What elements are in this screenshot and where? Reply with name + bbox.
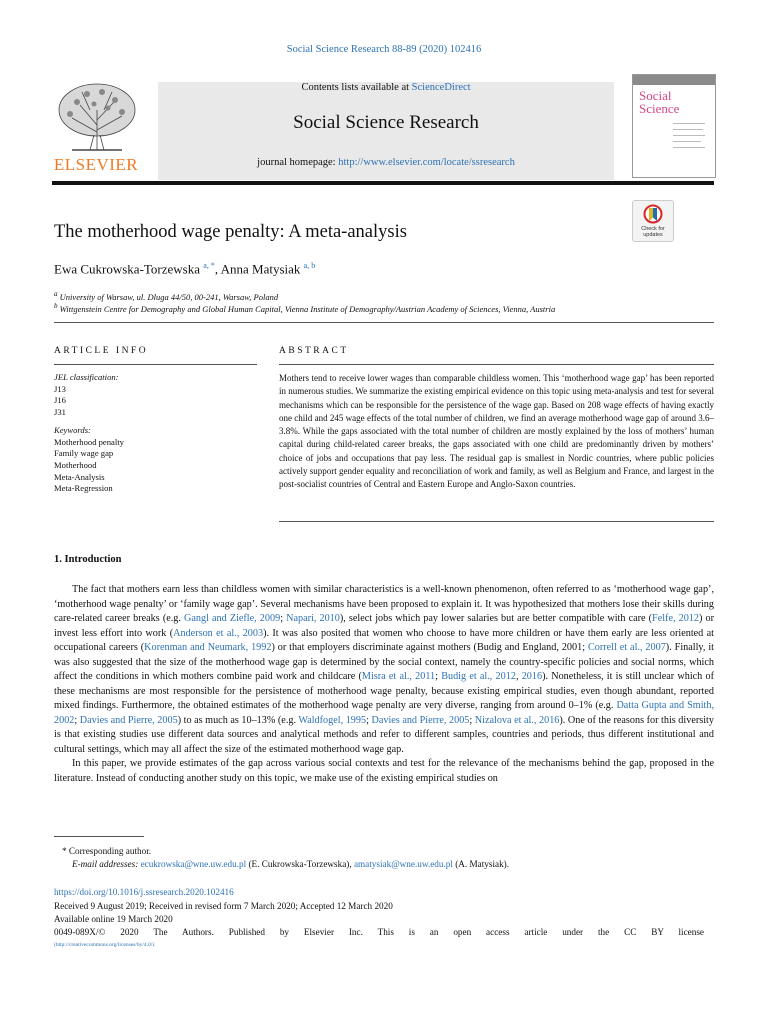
keyword: Meta-Regression	[54, 483, 113, 494]
journal-reference[interactable]: Social Science Research 88-89 (2020) 102416	[286, 44, 482, 55]
corresponding-author-note: * Corresponding author.	[62, 846, 152, 856]
article-info-heading: ARTICLE INFO	[54, 346, 149, 356]
contents-line	[158, 82, 614, 93]
abstract-rule	[279, 364, 714, 365]
citation-link[interactable]: Waldfogel, 1995	[298, 714, 367, 726]
article-info-column	[54, 372, 254, 495]
bookmark-icon	[643, 204, 663, 226]
license-url-link[interactable]: (http://creativecommons.org/licenses/by/4.0/).	[54, 942, 156, 948]
text-run: ) or invest less effort into work (	[54, 613, 714, 639]
cover-line	[673, 147, 705, 148]
jel-code: J13	[54, 383, 66, 394]
text-run: ;	[74, 714, 80, 726]
journal-homepage-line	[158, 157, 614, 168]
affiliation-b	[54, 302, 555, 314]
elsevier-logo-text: ELSEVIER	[53, 155, 139, 174]
text-run: ;	[280, 613, 287, 624]
text-run: ). Nonetheless, it is still unclear which of these mechanisms are most responsible for the persistence of motherhood wage penalty, because existing empirical studies, even though abundant, reported mixed findings. Furthermore, the obtained estimates of the motherhood wage penalty are very diverse, ranging from around 0–1% (e.g.	[54, 671, 714, 711]
affiliation-mark: b	[54, 302, 58, 310]
citation-link[interactable]: Korenman and Neumark, 1992	[144, 642, 272, 653]
text-run: ;	[435, 671, 442, 682]
affiliation-mark: a	[54, 290, 58, 298]
journal-title: Social Science Research	[293, 112, 479, 133]
email-addresses	[72, 859, 509, 869]
cover-title: Social Science	[639, 88, 680, 116]
affiliation-text: Wittgenstein Centre for Demography and Global Human Capital, Vienna Institute of Demography/Austrian Academy of Sciences, Vienna, Austria	[59, 303, 556, 314]
citation-link[interactable]: Felfe, 2012	[652, 613, 699, 624]
check-for-updates-badge[interactable]	[632, 200, 674, 242]
affiliation-a	[54, 290, 278, 302]
email-link[interactable]: amatysiak@wne.uw.edu.pl	[353, 859, 453, 869]
doi-link[interactable]: https://doi.org/10.1016/j.ssresearch.2020.102416	[54, 887, 234, 897]
citation-link[interactable]: Datta Gupta and Smith, 2002	[54, 700, 714, 726]
contents-prefix: Contents lists available at	[301, 82, 412, 93]
introduction-body	[54, 583, 714, 786]
received-dates: Received 9 August 2019; Received in revised form 7 March 2020; Accepted 12 March 2020	[54, 901, 393, 911]
citation-link[interactable]: Misra et al., 2011	[361, 671, 436, 682]
abstract-bottom-rule	[279, 521, 714, 522]
homepage-link[interactable]: http://www.elsevier.com/locate/ssresearch	[338, 157, 515, 168]
available-online-date: Available online 19 March 2020	[54, 914, 173, 924]
email-owner: (A. Matysiak).	[452, 859, 510, 869]
affiliation-rule	[54, 322, 714, 323]
citation-link[interactable]: Napari, 2010	[286, 613, 340, 624]
author-name: Ewa Cukrowska-Torzewska	[54, 261, 201, 277]
cover-line	[673, 123, 705, 124]
text-run: ;	[366, 714, 372, 726]
citation-link[interactable]: 2016	[521, 671, 543, 682]
text-run: The fact that mothers earn less than childless women with similar characteristics is a well-known phenomenon, often referred to as ‘motherhood wage gap’, ‘motherhood wage penalty’ or ‘family wage gap’. Several mechanisms have been proposed to explain it. It was hypothesized that mothers lose their skills during care-related career breaks (e.g.	[54, 584, 714, 624]
elsevier-tree-logo	[52, 80, 142, 156]
license-statement: 0049-089X/© 2020 The Authors. Published by Elsevier Inc. This is an open access article under the CC BY license	[54, 927, 704, 937]
affiliation-text: University of Warsaw, ul. Dluga 44/50, 00-241, Warsaw, Poland	[59, 291, 279, 302]
citation-link[interactable]: Davies and Pierre, 2005	[371, 714, 470, 726]
keywords-label: Keywords:	[54, 424, 91, 435]
keyword: Meta-Analysis	[54, 471, 105, 482]
homepage-prefix: journal homepage:	[257, 157, 339, 168]
citation-link[interactable]: Davies and Pierre, 2005	[79, 714, 178, 726]
email-label: E-mail addresses:	[72, 859, 141, 869]
text-run: ). One of the reasons for this diversity is that existing studies use different data sources and analytical methods and refer to different samples, countries and periods, thus different institutional and cultural settings, which may all affect the size of the estimated motherhood wage gap.	[54, 714, 714, 755]
citation-link[interactable]: Budig et al., 2012	[441, 671, 516, 682]
cover-line	[673, 135, 705, 136]
text-run: ;	[469, 714, 475, 726]
abstract-heading: ABSTRACT	[279, 346, 349, 356]
sciencedirect-link[interactable]: ScienceDirect	[411, 82, 471, 93]
text-run: ) to as much as 10–13% (e.g.	[177, 714, 299, 726]
cover-line	[673, 141, 701, 142]
citation-link[interactable]: Correll et al., 2007	[587, 642, 666, 653]
text-run: ). Finally, it was also suggested that the size of the motherhood wage gap is determined by the social context, namely the country-specific policies and social norms, which affect the conditions in which mothers combine paid work and childcare (	[54, 642, 714, 682]
text-run: ) or that employers discriminate against mothers (Budig and England, 2001;	[271, 642, 588, 653]
email-owner: (E. Cukrowska-Torzewska),	[246, 859, 354, 869]
jel-label: JEL classification:	[54, 372, 119, 382]
check-for-updates-label: Check for updates	[641, 226, 665, 238]
intro-paragraph-2: In this paper, we provide estimates of the gap across various social contexts and test for the relevance of the mechanisms behind the gap, proposed in the literature. Instead of conducting another study on this topic, we make use of the existing empirical studies on	[54, 758, 714, 784]
keyword: Family wage gap	[54, 448, 114, 459]
citation-link[interactable]: Gangl and Ziefle, 2009	[184, 613, 281, 624]
author-affiliation-marks[interactable]: a, b	[303, 261, 316, 270]
paper-title: The motherhood wage penalty: A meta-analysis	[54, 222, 407, 242]
author-list	[54, 261, 315, 277]
text-run: ,	[515, 671, 522, 682]
keyword: Motherhood penalty	[54, 436, 124, 447]
intro-paragraph-1	[54, 583, 714, 757]
introduction-heading: 1. Introduction	[54, 554, 122, 565]
jel-code: J31	[54, 407, 66, 418]
keyword: Motherhood	[54, 459, 97, 470]
citation-link[interactable]: Anderson et al., 2003	[173, 627, 264, 639]
cover-line	[673, 129, 703, 130]
author-separator: ,	[214, 261, 221, 277]
footnote-rule	[54, 836, 144, 837]
author-name: Anna Matysiak	[220, 261, 301, 277]
header-rule	[52, 181, 714, 185]
text-run: ), select jobs which pay lower salaries but are better compatible with care (	[339, 613, 653, 624]
citation-link[interactable]: Nizalova et al., 2016	[474, 714, 560, 726]
abstract-text: Mothers tend to receive lower wages than comparable childless women. This ‘motherhood wage gap’ has been reported in numerous studies. We summarize the existing empirical evidence on this topic using meta-analysis and test for several mechanisms which can be responsible for the persistence of the wage gap. Based on 208 wage effects of having exactly one child and 245 wage effects of the total number of children, we find an average motherhood wage gap of around 3.6–3.8%. While the gaps associated with the total number of children are mostly explained by the loss of mothers’ human capital during child-related career breaks, the gaps associated with one child are predominantly driven by mothers’ choice of jobs and occupations that pay less. The residual gap is smallest in Nordic countries, where public policies actively support gender equality and reconciliation of work and family, as well as Belgium and France, and largest in the post-socialist countries of Central and Eastern Europe and Anglo-Saxon countries.	[279, 373, 714, 490]
jel-code: J16	[54, 395, 66, 406]
email-link[interactable]: ecukrowska@wne.uw.edu.pl	[140, 859, 247, 869]
journal-cover-thumbnail[interactable]	[632, 74, 716, 178]
cover-top-band	[633, 75, 715, 85]
text-run: ). It was also posited that women who choose to have more children or have them early are less oriented at occupational careers (	[54, 627, 714, 653]
author-affiliation-marks[interactable]: a, *	[203, 261, 215, 270]
article-info-rule	[54, 364, 257, 365]
